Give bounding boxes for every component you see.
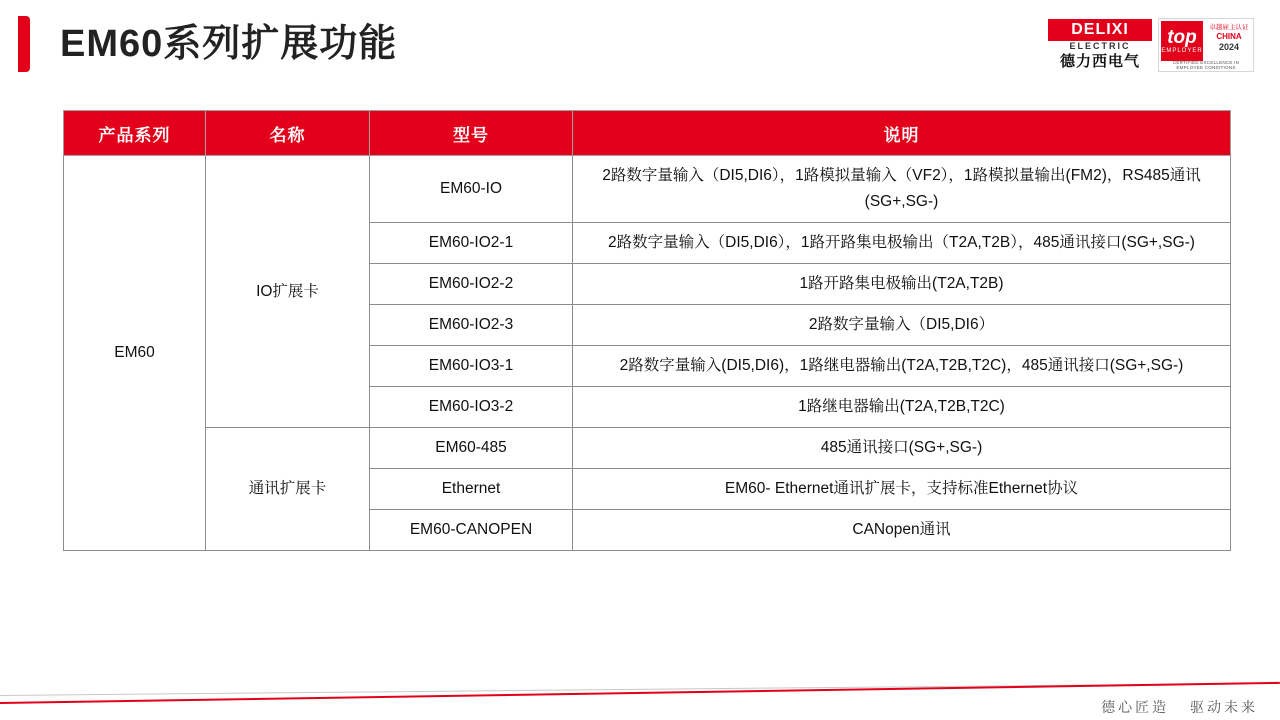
delixi-logo-cn: 德力西电气 [1059,53,1140,70]
table-header-name: 名称 [206,111,370,156]
cell-model: EM60-IO2-2 [370,264,573,305]
spec-table-container [63,110,1230,551]
cell-model: EM60-485 [370,428,573,469]
cell-group-comm: 通讯扩展卡 [206,428,370,551]
top-employer-country: CHINA [1216,32,1242,41]
cell-description: EM60- Ethernet通讯扩展卡，支持标准Ethernet协议 [573,469,1231,510]
delixi-logo-en-sub: ELECTRIC [1069,41,1131,51]
footer-slogan-right: 驱动未来 [1190,699,1258,715]
delixi-logo [1048,19,1152,71]
table-header-model: 型号 [370,111,573,156]
table-header-series: 产品系列 [64,111,206,156]
top-employer-badge [1158,18,1254,72]
cell-description: 485通讯接口(SG+,SG-) [573,428,1231,469]
cell-product-series: EM60 [64,156,206,551]
cell-description: 1路开路集电极输出(T2A,T2B) [573,264,1231,305]
cell-description: 2路数字量输入（DI5,DI6），1路开路集电极输出（T2A,T2B），485通讯接口(SG+,SG-) [573,223,1231,264]
table-row [64,428,1231,469]
cell-description: 1路继电器输出(T2A,T2B,T2C) [573,387,1231,428]
table-row [64,156,1231,223]
brand-logo-area [1048,18,1254,72]
footer-slogan [1087,697,1258,717]
cell-description: 2路数字量输入（DI5,DI6），1路模拟量输入（VF2），1路模拟量输出(FM2)，RS485通讯(SG+,SG-) [573,156,1231,223]
top-employer-employer-text: EMPLOYER [1161,47,1203,54]
cell-description: 2路数字量输入(DI5,DI6)，1路继电器输出(T2A,T2B,T2C)，485通讯接口(SG+,SG-) [573,346,1231,387]
top-employer-badge-mark [1161,21,1203,61]
top-employer-footnote: CERTIFIED EXCELLENCE IN EMPLOYEE CONDITIONS [1172,60,1240,70]
cell-model: Ethernet [370,469,573,510]
slide-header [0,0,1280,92]
top-employer-cn-text: 卓越雇主认证 [1209,24,1249,31]
page-title: EM60系列扩展功能 [60,23,398,65]
cell-description: CANopen通讯 [573,510,1231,551]
top-employer-year: 2024 [1218,42,1240,52]
top-employer-top-text: top [1167,26,1197,48]
title-accent-bar [18,16,30,72]
top-employer-details [1207,23,1251,53]
cell-model: EM60-IO3-1 [370,346,573,387]
slide-footer [0,650,1280,720]
table-header-row [64,111,1231,156]
cell-model: EM60-CANOPEN [370,510,573,551]
cell-model: EM60-IO [370,156,573,223]
cell-model: EM60-IO3-2 [370,387,573,428]
cell-group-io: IO扩展卡 [206,156,370,428]
spec-table [63,110,1231,551]
cell-model: EM60-IO2-3 [370,305,573,346]
delixi-logo-en: DELIXI [1048,19,1152,41]
table-header-description: 说明 [573,111,1231,156]
footer-slogan-left: 德心匠造 [1101,699,1170,715]
cell-model: EM60-IO2-1 [370,223,573,264]
cell-description: 2路数字量输入（DI5,DI6） [573,305,1231,346]
